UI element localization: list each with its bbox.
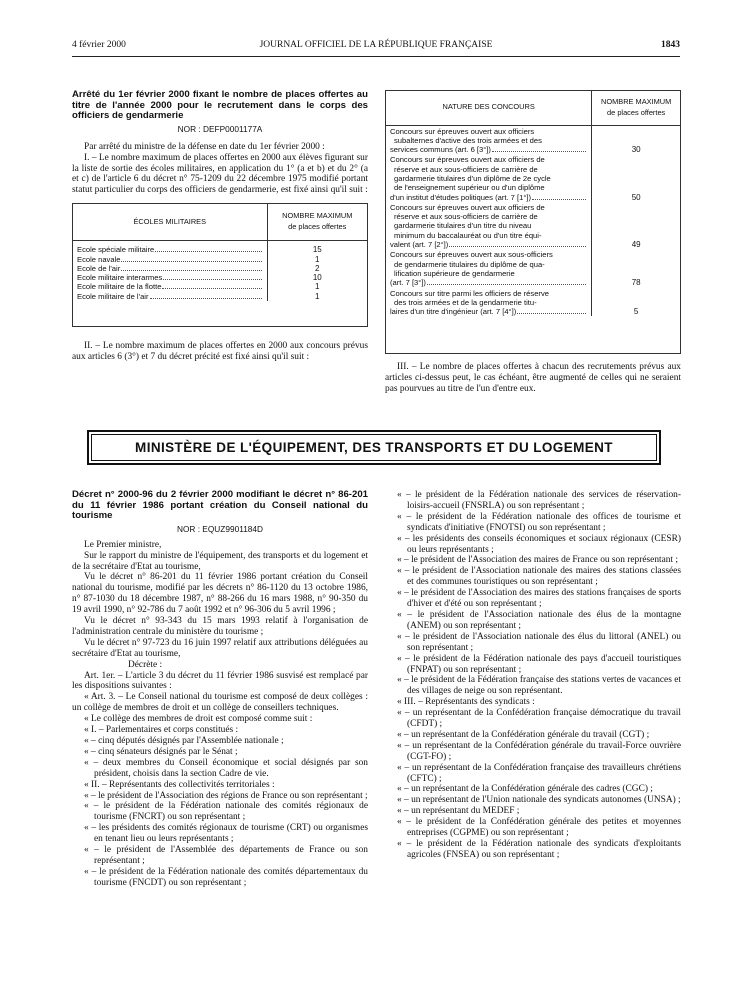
decret-paragraph: « – le président de la Fédération nationale des services de réservation-loisirs-accueil (FNSRLA) ou son représentant ; <box>397 490 681 511</box>
decret-paragraph: « – le président de la Fédération nationale des offices de tourisme et syndicats d'initiative (FNOTSI) ou son représentant ; <box>397 511 681 533</box>
decret-paragraph: Vu le décret n° 97-723 du 16 juin 1997 relatif aux attributions déléguées au secrétaire d'Etat au tourisme, <box>72 637 368 659</box>
arrete-left-column <box>72 90 368 363</box>
ministry-banner: MINISTÈRE DE L'ÉQUIPEMENT, DES TRANSPORTS ET DU LOGEMENT <box>91 434 657 461</box>
journal-title: JOURNAL OFFICIEL DE LA RÉPUBLIQUE FRANÇAISE <box>259 40 493 50</box>
school-places: 1 <box>267 255 367 264</box>
decret-paragraph: « – le président de l'Association nationale des élus du littoral (ANEL) ou son représentant ; <box>397 631 681 653</box>
decret-paragraph: « I. – Parlementaires et corps constitués : <box>84 725 239 736</box>
concours-places: 49 <box>592 202 680 249</box>
table-row <box>386 126 680 155</box>
decret-paragraph: « – le président de l'Association des maires de France ou son représentant ; <box>397 555 679 566</box>
running-header <box>72 40 680 54</box>
table-row <box>73 273 367 282</box>
decret-paragraph: « – le président de l'Association des maires des stations françaises de sports d'hiver et d'été ou son représentant ; <box>397 588 681 610</box>
school-places: 2 <box>267 264 367 273</box>
decret-right-column <box>385 490 681 861</box>
decret-paragraph: « – le président de l'Association des régions de France ou son représentant ; <box>84 790 368 801</box>
concours-description: Concours sur épreuves ouvert aux officiers de réserve et aux sous-officiers de carrière de gardarmerie titulaires d'un titre du niveau minimum du baccalauréat ou d'un titre équi- valent (art. 7 [2°]) <box>386 202 592 249</box>
decret-left-column <box>72 490 368 889</box>
concours-rows <box>386 126 680 317</box>
decret-paragraph: « – un représentant de la Confédération française des travailleurs chrétiens (CFTC) ; <box>397 762 681 784</box>
page-number: 1843 <box>661 40 680 50</box>
table-row <box>73 245 367 254</box>
decret-paragraph: « II. – Représentants des collectivités territoriales : <box>84 779 275 790</box>
decret-paragraph: « – le président de la Confédération générale des petites et moyennes entreprises (CGPME) ou son représentant ; <box>397 817 681 839</box>
school-name: Ecole militaire de l'air <box>73 292 267 301</box>
school-name: Ecole navale <box>73 255 267 264</box>
decret-paragraph: « III. – Représentants des syndicats : <box>397 697 535 708</box>
concours-description: Concours sur épreuves ouvert aux officiers subalternes d'active des trois armées et des services communs (art. 6 [3°]) <box>386 126 592 155</box>
school-name: Ecole militaire de la flotte <box>73 282 267 291</box>
arrete-article-2: II. – Le nombre maximum de places offertes en 2000 aux concours prévus aux articles 6 (3°) et 7 du décret précité est fixé ainsi qu'il suit : <box>72 341 368 363</box>
decret-paragraph: Vu le décret n° 86-201 du 11 février 1986 portant création du Conseil national du tourisme, modifié par les décrets n° 86-1120 du 13 octobre 1986, n° 87-1030 du 18 décembre 1987, n° 88-266 du 16 mars 1988, n° 90-350 du 19 avril 1990, n° 92-786 du 7 août 1992 et n° 96-306 du 5 avril 1996 ; <box>72 572 368 616</box>
school-places: 1 <box>267 292 367 301</box>
decret-paragraph: « Art. 3. – Le Conseil national du tourisme est composé de deux collèges : un collège de membres de droit et un collège de conseillers techniques. <box>72 692 368 714</box>
table-row <box>386 288 680 317</box>
school-name: Ecole de l'air <box>73 264 267 273</box>
concours-places: 78 <box>592 249 680 287</box>
decret-paragraph: « – un représentant de la Confédération générale du travail (CGT) ; <box>397 729 650 740</box>
decret-paragraph: « – deux membres du Conseil économique et social désignés par son président, choisis dans la section Cadre de vie. <box>84 757 368 779</box>
school-name: Ecole spéciale militaire <box>73 245 267 254</box>
schools-table <box>72 203 368 327</box>
decret-paragraph: « – le président de l'Association nationale des maires des stations classées et des communes touristiques ou son représentant ; <box>397 566 681 588</box>
decret-paragraph: « – un représentant du MEDEF ; <box>397 806 520 817</box>
concours-places: 5 <box>592 288 680 317</box>
concours-places: 30 <box>592 126 680 155</box>
decret-paragraph: « – le président de la Fédération nationale des comités régionaux de tourisme (FNCRT) ou son représentant ; <box>84 801 368 823</box>
decret-paragraph: Décrète : <box>128 659 163 670</box>
decret-paragraph: Sur le rapport du ministre de l'équipement, des transports et du logement et de la secrétaire d'Etat au tourisme, <box>72 550 368 572</box>
table-row <box>73 292 367 301</box>
decret-nor: NOR : EQUZ9901184D <box>176 523 264 534</box>
school-name: Ecole militaire interarmes <box>73 273 267 282</box>
decret-paragraph: « – cinq députés désignés par l'Assemblée nationale ; <box>84 736 284 746</box>
arrete-title: Arrêté du 1er février 2000 fixant le nombre de places offertes au titre de l'année 2000 pour le recrutement dans le corps des officiers de gendarmerie <box>72 89 368 122</box>
concours-col-header: NATURE DES CONCOURS <box>386 91 592 125</box>
school-places: 15 <box>267 245 367 254</box>
decret-paragraph: Art. 1er. – L'article 3 du décret du 11 février 1986 susvisé est remplacé par les dispositions suivantes : <box>72 670 368 692</box>
table-row <box>386 202 680 249</box>
school-places: 10 <box>267 273 367 282</box>
decret-body-right <box>385 490 681 861</box>
decret-paragraph: Le Premier ministre, <box>84 539 162 550</box>
decret-paragraph: « – un représentant de la Confédération générale du travail-Force ouvrière (CGT-FO) ; <box>397 740 681 762</box>
table-row <box>73 264 367 273</box>
table-row <box>386 249 680 287</box>
issue-date: 4 février 2000 <box>72 40 126 50</box>
decret-paragraph: « – le président de la Fédération française des stations vertes de vacances et des villages de neige ou son représentant. <box>397 675 681 697</box>
decret-paragraph: « – les présidents des conseils économiques et sociaux régionaux (CESR) ou leurs représentants ; <box>397 533 681 555</box>
schools-count-header: NOMBRE MAXIMUM de places offertes <box>267 204 367 240</box>
concours-description: Concours sur titre parmi les officiers de réserve des trois armées et de la gendarmerie titu- laires d'un titre d'ingénieur (art. 7 [4°]) <box>386 288 592 317</box>
table-row <box>386 154 680 201</box>
header-rule <box>72 56 680 57</box>
decret-paragraph: « – un représentant de la Confédération française démocratique du travail (CFDT) ; <box>397 708 681 730</box>
decret-paragraph: Vu le décret n° 93-343 du 15 mars 1993 relatif à l'organisation de l'administration centrale du ministère du tourisme ; <box>72 616 368 637</box>
decret-paragraph: « Le collège des membres de droit est composé comme suit : <box>84 714 313 725</box>
concours-places: 50 <box>592 154 680 201</box>
decret-paragraph: « – le président de la Fédération nationale des syndicats d'exploitants agricoles (FNSEA) ou son représentant ; <box>397 839 681 860</box>
school-places: 1 <box>267 282 367 291</box>
concours-description: Concours sur épreuves ouvert aux officiers de réserve et aux sous-officiers de carrière de gardarmerie titulaires d'un diplôme de 2e cycle de l'enseignement supérieur ou d'un diplôme d'un institut d'études politiques (art. 7 [1°]) <box>386 154 592 201</box>
decret-paragraph: « – le président de l'Assemblée des départements de France ou son représentant ; <box>84 845 368 866</box>
decret-body-left <box>72 540 368 889</box>
decret-paragraph: « – le président de la Fédération nationale des comités départementaux du tourisme (FNCDT) ou son représentant ; <box>84 866 368 888</box>
schools-col-header: ÉCOLES MILITAIRES <box>73 204 267 240</box>
decret-paragraph: « – un représentant de la Confédération générale des cadres (CGC) ; <box>397 784 653 795</box>
decret-paragraph: « – les présidents des comités régionaux de tourisme (CRT) ou organismes en tenant lieu ou leurs représentants ; <box>84 823 368 845</box>
arrete-article-3: III. – Le nombre de places offertes à chacun des recrutements prévus aux articles ci-dessus peut, le cas échéant, être augmenté de celles qui ne seraient pas pourvues au titre de l'un d'entre eux. <box>385 362 681 394</box>
table-row <box>73 255 367 264</box>
table-row <box>73 282 367 291</box>
concours-table <box>385 90 681 354</box>
arrete-intro: Par arrêté du ministre de la défense en date du 1er février 2000 : <box>84 141 325 152</box>
arrete-right-column <box>385 90 681 395</box>
decret-paragraph: « – un représentant de l'Union nationale des syndicats autonomes (UNSA) ; <box>397 795 681 806</box>
arrete-article-1: I. – Le nombre maximum de places offertes en 2000 aux élèves figurant sur la liste de sortie des écoles militaires, en application du 1° (a et b) et du 2° (a et c) de l'article 6 du décret n° 75-1209 du 22 décembre 1975 modifié portant statut particulier du corps des officiers de gendarmerie, est fixé ainsi qu'il suit : <box>72 152 368 196</box>
decret-title: Décret n° 2000-96 du 2 février 2000 modifiant le décret n° 86-201 du 11 février 1986 portant création du Conseil national du tourisme <box>72 489 368 522</box>
concours-description: Concours sur épreuves ouvert aux sous-officiers de gendarmerie titulaires du diplôme de qua- lification supérieure de gendarmerie (art. 7 [3°]) <box>386 249 592 287</box>
decret-paragraph: « – cinq sénateurs désignés par le Sénat ; <box>84 746 238 757</box>
decret-paragraph: « – le président de l'Association nationale des élus de la montagne (ANEM) ou son représentant ; <box>397 609 681 631</box>
schools-rows <box>73 245 367 301</box>
concours-count-header: NOMBRE MAXIMUM de places offertes <box>592 91 680 125</box>
decret-paragraph: « – le président de la Fédération nationale des pays d'accueil touristiques (FNPAT) ou son représentant ; <box>397 653 681 675</box>
arrete-nor: NOR : DEFP0001177A <box>177 123 263 134</box>
